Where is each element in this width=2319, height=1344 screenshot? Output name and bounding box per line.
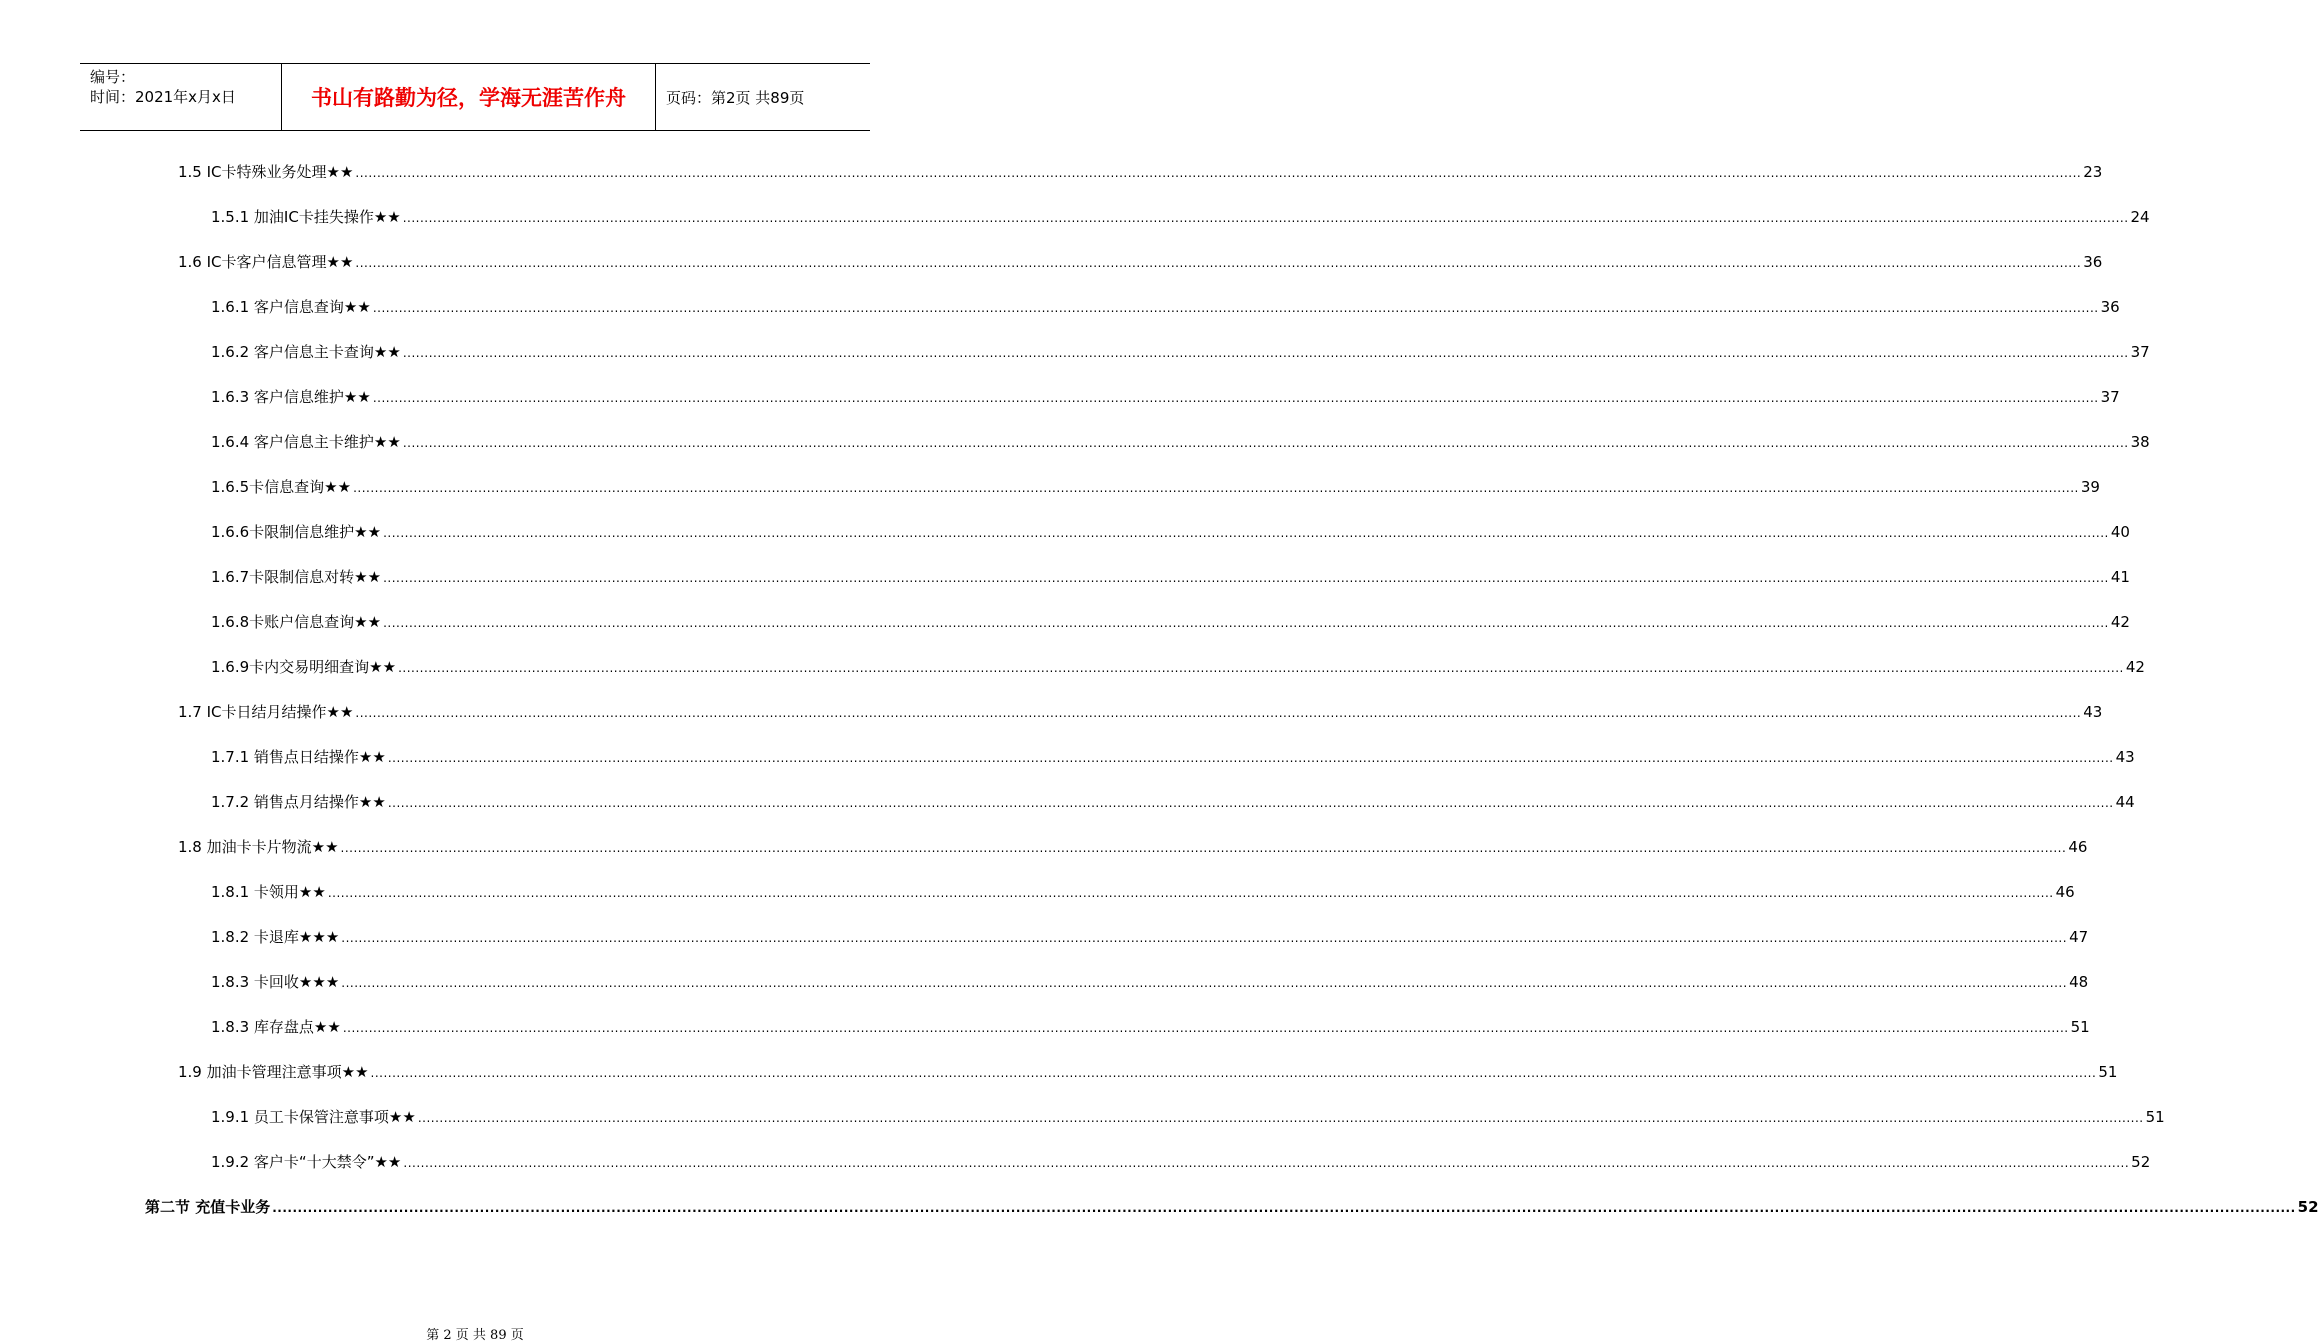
header-page-info: 页码：第2页 共89页: [666, 88, 805, 107]
toc-entry-page: 40: [2110, 523, 2130, 541]
toc-entry[interactable]: [178, 162, 2103, 182]
toc-entry[interactable]: [211, 792, 2135, 812]
toc-entry-title: 1.6.6卡限制信息维护★★: [211, 523, 382, 541]
toc-leader-dots: ................................................................................................................................................................................................................................................................................................................................................................................................................: [355, 256, 2082, 270]
toc-entry-page: 51: [2070, 1018, 2090, 1036]
toc-entry-page: 41: [2110, 568, 2130, 586]
page-footer: 第 2 页 共 89 页: [426, 1328, 524, 1343]
toc-entry[interactable]: [211, 297, 2120, 317]
toc-leader-dots: ................................................................................................................................................................................................................................................................................................................................................................................................................: [353, 481, 2079, 495]
toc-entry-page: 46: [2068, 838, 2088, 856]
toc-entry-page: 37: [2100, 388, 2120, 406]
toc-entry-title: 1.6.3 客户信息维护★★: [211, 388, 371, 406]
toc-entry[interactable]: [211, 477, 2100, 497]
toc-entry[interactable]: [211, 342, 2150, 362]
toc-entry-title: 1.7 IC卡日结月结操作★★: [178, 703, 354, 721]
toc-entry-page: 46: [2055, 883, 2075, 901]
toc-entry-page: 52: [2297, 1198, 2319, 1216]
toc-entry-title: 1.5 IC卡特殊业务处理★★: [178, 163, 354, 181]
toc-entry-title: 1.8.2 卡退库★★★: [211, 928, 340, 946]
toc-leader-dots: ................................................................................................................................................................................................................................................................................................................................................................................................................: [370, 1066, 2097, 1080]
document-time-label: 时间：2021年x月x日: [90, 88, 236, 106]
toc-entry-page: 36: [2100, 298, 2120, 316]
toc-leader-dots: ................................................................................................................................................................................................................................................................................................................................................................................................................: [372, 391, 2099, 405]
toc-entry-title: 1.9 加油卡管理注意事项★★: [178, 1063, 369, 1081]
toc-entry[interactable]: [178, 702, 2103, 722]
toc-entry-title: 1.6.2 客户信息主卡查询★★: [211, 343, 401, 361]
toc-entry-title: 1.8 加油卡卡片物流★★: [178, 838, 339, 856]
toc-entry-page: 42: [2125, 658, 2145, 676]
toc-entry-title: 1.8.1 卡领用★★: [211, 883, 326, 901]
toc-leader-dots: ................................................................................................................................................................................................................................................................................................................................................................................................................: [355, 706, 2082, 720]
toc-entry-title: 1.6.7卡限制信息对转★★: [211, 568, 382, 586]
toc-entry-page: 52: [2131, 1153, 2151, 1171]
toc-entry-title: 1.6.8卡账户信息查询★★: [211, 613, 382, 631]
toc-entry[interactable]: [211, 927, 2089, 947]
toc-leader-dots: ................................................................................................................................................................................................................................................................................................................................................................................................................: [355, 166, 2082, 180]
toc-entry[interactable]: [211, 522, 2130, 542]
toc-leader-dots: ................................................................................................................................................................................................................................................................................................................................................................................................................: [383, 526, 2109, 540]
toc-entry-page: 24: [2130, 208, 2150, 226]
toc-entry-page: 43: [2115, 748, 2135, 766]
toc-entry-page: 51: [2145, 1108, 2165, 1126]
toc-leader-dots: ................................................................................................................................................................................................................................................................................................................................................................................................................: [272, 1201, 2296, 1215]
toc-entry-page: 23: [2083, 163, 2103, 181]
toc-entry[interactable]: [211, 1107, 2165, 1127]
toc-entry-title: 1.9.2 客户卡“十大禁令”★★: [211, 1153, 402, 1171]
toc-leader-dots: ................................................................................................................................................................................................................................................................................................................................................................................................................: [403, 1156, 2130, 1170]
toc-leader-dots: ................................................................................................................................................................................................................................................................................................................................................................................................................: [402, 346, 2129, 360]
toc-entry[interactable]: [211, 882, 2075, 902]
toc-leader-dots: ................................................................................................................................................................................................................................................................................................................................................................................................................: [340, 841, 2067, 855]
toc-entry-title: 1.6.5卡信息查询★★: [211, 478, 352, 496]
toc-leader-dots: ................................................................................................................................................................................................................................................................................................................................................................................................................: [402, 211, 2129, 225]
toc-entry[interactable]: [178, 837, 2088, 857]
toc-entry-page: 39: [2080, 478, 2100, 496]
toc-entry[interactable]: [211, 1017, 2090, 1037]
toc-entry[interactable]: [211, 207, 2150, 227]
toc-entry-title: 1.7.1 销售点日结操作★★: [211, 748, 386, 766]
toc-leader-dots: ................................................................................................................................................................................................................................................................................................................................................................................................................: [383, 616, 2109, 630]
toc-entry-title: 1.6.4 客户信息主卡维护★★: [211, 433, 401, 451]
toc-leader-dots: ................................................................................................................................................................................................................................................................................................................................................................................................................: [341, 976, 2068, 990]
toc-leader-dots: ................................................................................................................................................................................................................................................................................................................................................................................................................: [387, 796, 2114, 810]
toc-entry-title: 1.8.3 卡回收★★★: [211, 973, 340, 991]
toc-entry-page: 42: [2110, 613, 2130, 631]
toc-entry[interactable]: [178, 252, 2103, 272]
toc-leader-dots: ................................................................................................................................................................................................................................................................................................................................................................................................................: [383, 571, 2109, 585]
toc-leader-dots: ................................................................................................................................................................................................................................................................................................................................................................................................................: [372, 301, 2099, 315]
toc-entry-title: 1.9.1 员工卡保管注意事项★★: [211, 1108, 416, 1126]
toc-entry[interactable]: [145, 1197, 2319, 1217]
toc-leader-dots: ................................................................................................................................................................................................................................................................................................................................................................................................................: [342, 1021, 2069, 1035]
toc-entry-title: 1.6.1 客户信息查询★★: [211, 298, 371, 316]
toc-entry[interactable]: [211, 432, 2150, 452]
toc-entry-page: 38: [2130, 433, 2150, 451]
toc-entry[interactable]: [211, 657, 2145, 677]
toc-entry[interactable]: [211, 1152, 2151, 1172]
toc-entry-title: 1.8.3 库存盘点★★: [211, 1018, 341, 1036]
toc-entry-title: 1.6.9卡内交易明细查询★★: [211, 658, 397, 676]
toc-leader-dots: ................................................................................................................................................................................................................................................................................................................................................................................................................: [327, 886, 2054, 900]
toc-leader-dots: ................................................................................................................................................................................................................................................................................................................................................................................................................: [398, 661, 2124, 675]
toc-entry-page: 43: [2083, 703, 2103, 721]
toc-entry[interactable]: [211, 567, 2130, 587]
toc-entry-title: 1.7.2 销售点月结操作★★: [211, 793, 386, 811]
header-motto: 书山有路勤为径，学海无涯苦作舟: [282, 64, 656, 130]
toc-entry-title: 第二节 充值卡业务: [145, 1198, 271, 1216]
toc-entry[interactable]: [211, 387, 2120, 407]
document-number-label: 编号：: [90, 68, 136, 86]
toc-entry[interactable]: [178, 1062, 2118, 1082]
toc-entry-page: 44: [2115, 793, 2135, 811]
toc-leader-dots: ................................................................................................................................................................................................................................................................................................................................................................................................................: [417, 1111, 2144, 1125]
toc-entry-page: 51: [2098, 1063, 2118, 1081]
toc-entry[interactable]: [211, 747, 2135, 767]
toc-leader-dots: ................................................................................................................................................................................................................................................................................................................................................................................................................: [341, 931, 2068, 945]
toc-entry[interactable]: [211, 972, 2089, 992]
toc-entry-page: 36: [2083, 253, 2103, 271]
toc-entry[interactable]: [211, 612, 2130, 632]
toc-entry-page: 37: [2130, 343, 2150, 361]
toc-entry-page: 48: [2069, 973, 2089, 991]
toc-entry-page: 47: [2069, 928, 2089, 946]
toc-entry-title: 1.5.1 加油IC卡挂失操作★★: [211, 208, 401, 226]
toc-entry-title: 1.6 IC卡客户信息管理★★: [178, 253, 354, 271]
toc-leader-dots: ................................................................................................................................................................................................................................................................................................................................................................................................................: [402, 436, 2129, 450]
toc-leader-dots: ................................................................................................................................................................................................................................................................................................................................................................................................................: [387, 751, 2114, 765]
